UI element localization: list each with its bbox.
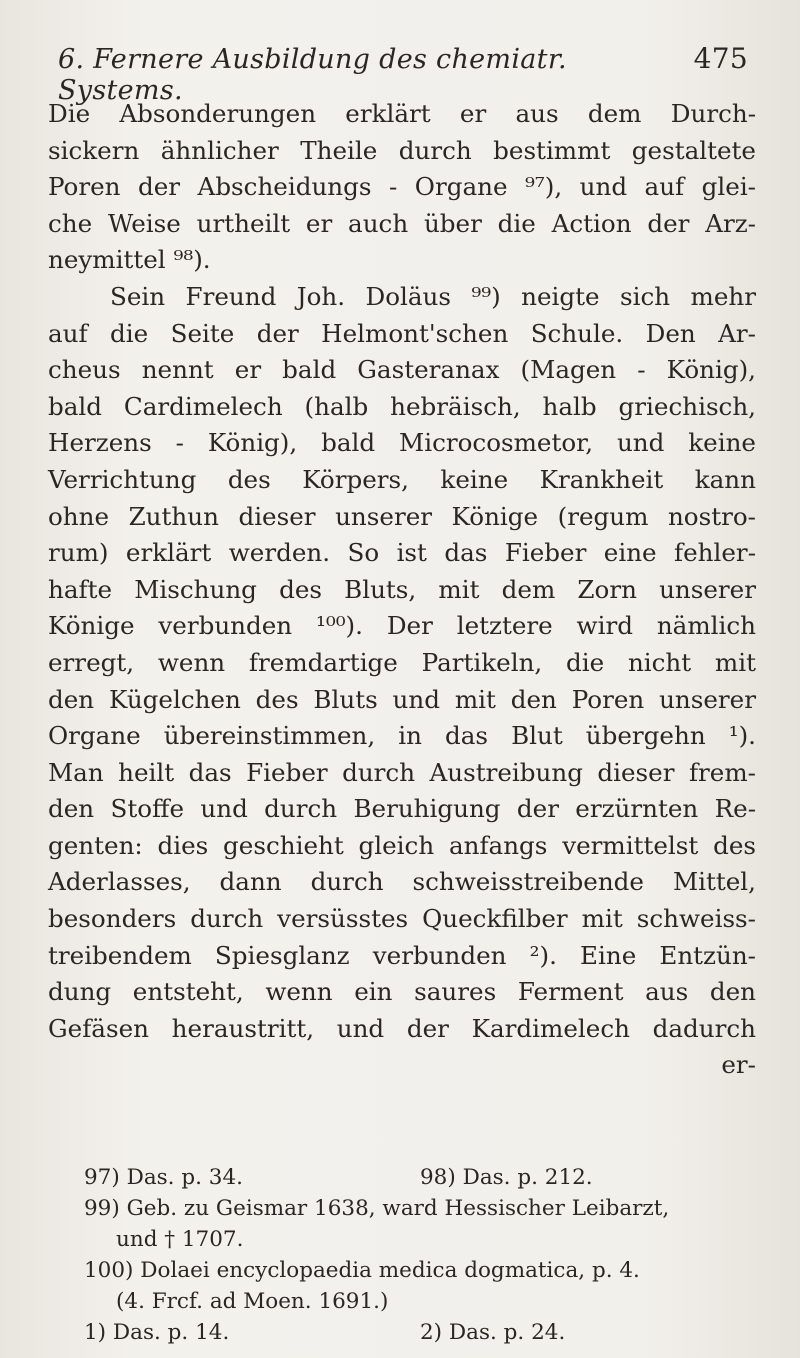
- running-title: 6. Fernere Ausbildung des chemiatr. Systems.: [58, 44, 567, 106]
- footnote-100: [84, 1255, 756, 1286]
- footnote-100-line-2: (4. Frcf. ad Moen. 1691.): [116, 1289, 389, 1314]
- footnote-97: 97) Das. p. 34.: [84, 1165, 243, 1190]
- footnote-99-line-1: 99) Geb. zu Geismar 1638, ward Hessischer Leibarzt,: [84, 1196, 670, 1221]
- footnote-100-line-1: 100) Dolaei encyclopaedia medica dogmatica, p. 4.: [84, 1258, 640, 1283]
- text-line: den Kügelchen des Bluts und mit den Poren unserer: [48, 684, 756, 714]
- footnotes: [84, 1162, 756, 1348]
- text-line: Poren der Abscheidungs - Organe ⁹⁷), und auf glei-: [48, 172, 756, 202]
- text-line: Organe übereinstimmen, in das Blut übergehn ¹).: [48, 721, 756, 751]
- footnote-row: [84, 1162, 756, 1193]
- page-header: [58, 42, 748, 106]
- text-line: dung entsteht, wenn ein saures Ferment aus den: [48, 977, 756, 1007]
- text-line: hafte Mischung des Bluts, mit dem Zorn unserer: [48, 574, 756, 604]
- footnote-99-cont: [84, 1224, 756, 1255]
- text-line: neymittel ⁹⁸).: [48, 245, 211, 275]
- text-line: Verrichtung des Körpers, keine Krankheit kann: [48, 464, 756, 494]
- text-line: cheus nennt er bald Gasteranax (Magen - König),: [48, 355, 756, 385]
- body-text: [48, 96, 756, 1084]
- footnote-99-line-2: und † 1707.: [116, 1227, 244, 1252]
- text-line: erregt, wenn fremdartige Partikeln, die nicht mit: [48, 647, 756, 677]
- footnote-98: 98) Das. p. 212.: [420, 1165, 593, 1190]
- page-number: 475: [693, 42, 748, 75]
- text-line: che Weise urtheilt er auch über die Action der Arz-: [48, 208, 756, 238]
- text-line: Aderlasses, dann durch schweisstreibende Mittel,: [48, 867, 756, 897]
- text-line: den Stoffe und durch Beruhigung der erzürnten Re-: [48, 794, 756, 824]
- text-line: treibendem Spiesglanz verbunden ²). Eine Entzün-: [48, 940, 756, 970]
- catchword: er-: [721, 1050, 756, 1080]
- text-line: rum) erklärt werden. So ist das Fieber eine fehler-: [48, 538, 756, 568]
- text-line: Könige verbunden ¹⁰⁰). Der letztere wird nämlich: [48, 611, 756, 641]
- text-line: besonders durch versüsstes Queckfilber mit schweiss-: [48, 904, 756, 934]
- text-line: Sein Freund Joh. Doläus ⁹⁹) neigte sich mehr: [110, 281, 756, 311]
- text-line: Herzens - König), bald Microcosmetor, und keine: [48, 428, 756, 458]
- text-line: Gefäsen heraustritt, und der Kardimelech dadurch: [48, 1013, 756, 1043]
- footnote-2: 2) Das. p. 24.: [420, 1320, 566, 1345]
- text-line: Man heilt das Fieber durch Austreibung dieser frem-: [48, 757, 756, 787]
- footnote-100-cont: [84, 1286, 756, 1317]
- text-line: genten: dies geschieht gleich anfangs vermittelst des: [48, 830, 756, 860]
- footnote-1: 1) Das. p. 14.: [84, 1320, 230, 1345]
- text-line: ohne Zuthun dieser unserer Könige (regum nostro-: [48, 501, 756, 531]
- text-line: Die Absonderungen erklärt er aus dem Durch-: [48, 99, 756, 128]
- text-line: bald Cardimelech (halb hebräisch, halb griechisch,: [48, 391, 756, 421]
- footnote-99: [84, 1193, 756, 1224]
- text-line: sickern ähnlicher Theile durch bestimmt gestaltete: [48, 135, 756, 165]
- footnote-row: [84, 1317, 756, 1348]
- text-line: auf die Seite der Helmont'schen Schule. Den Ar-: [48, 318, 756, 348]
